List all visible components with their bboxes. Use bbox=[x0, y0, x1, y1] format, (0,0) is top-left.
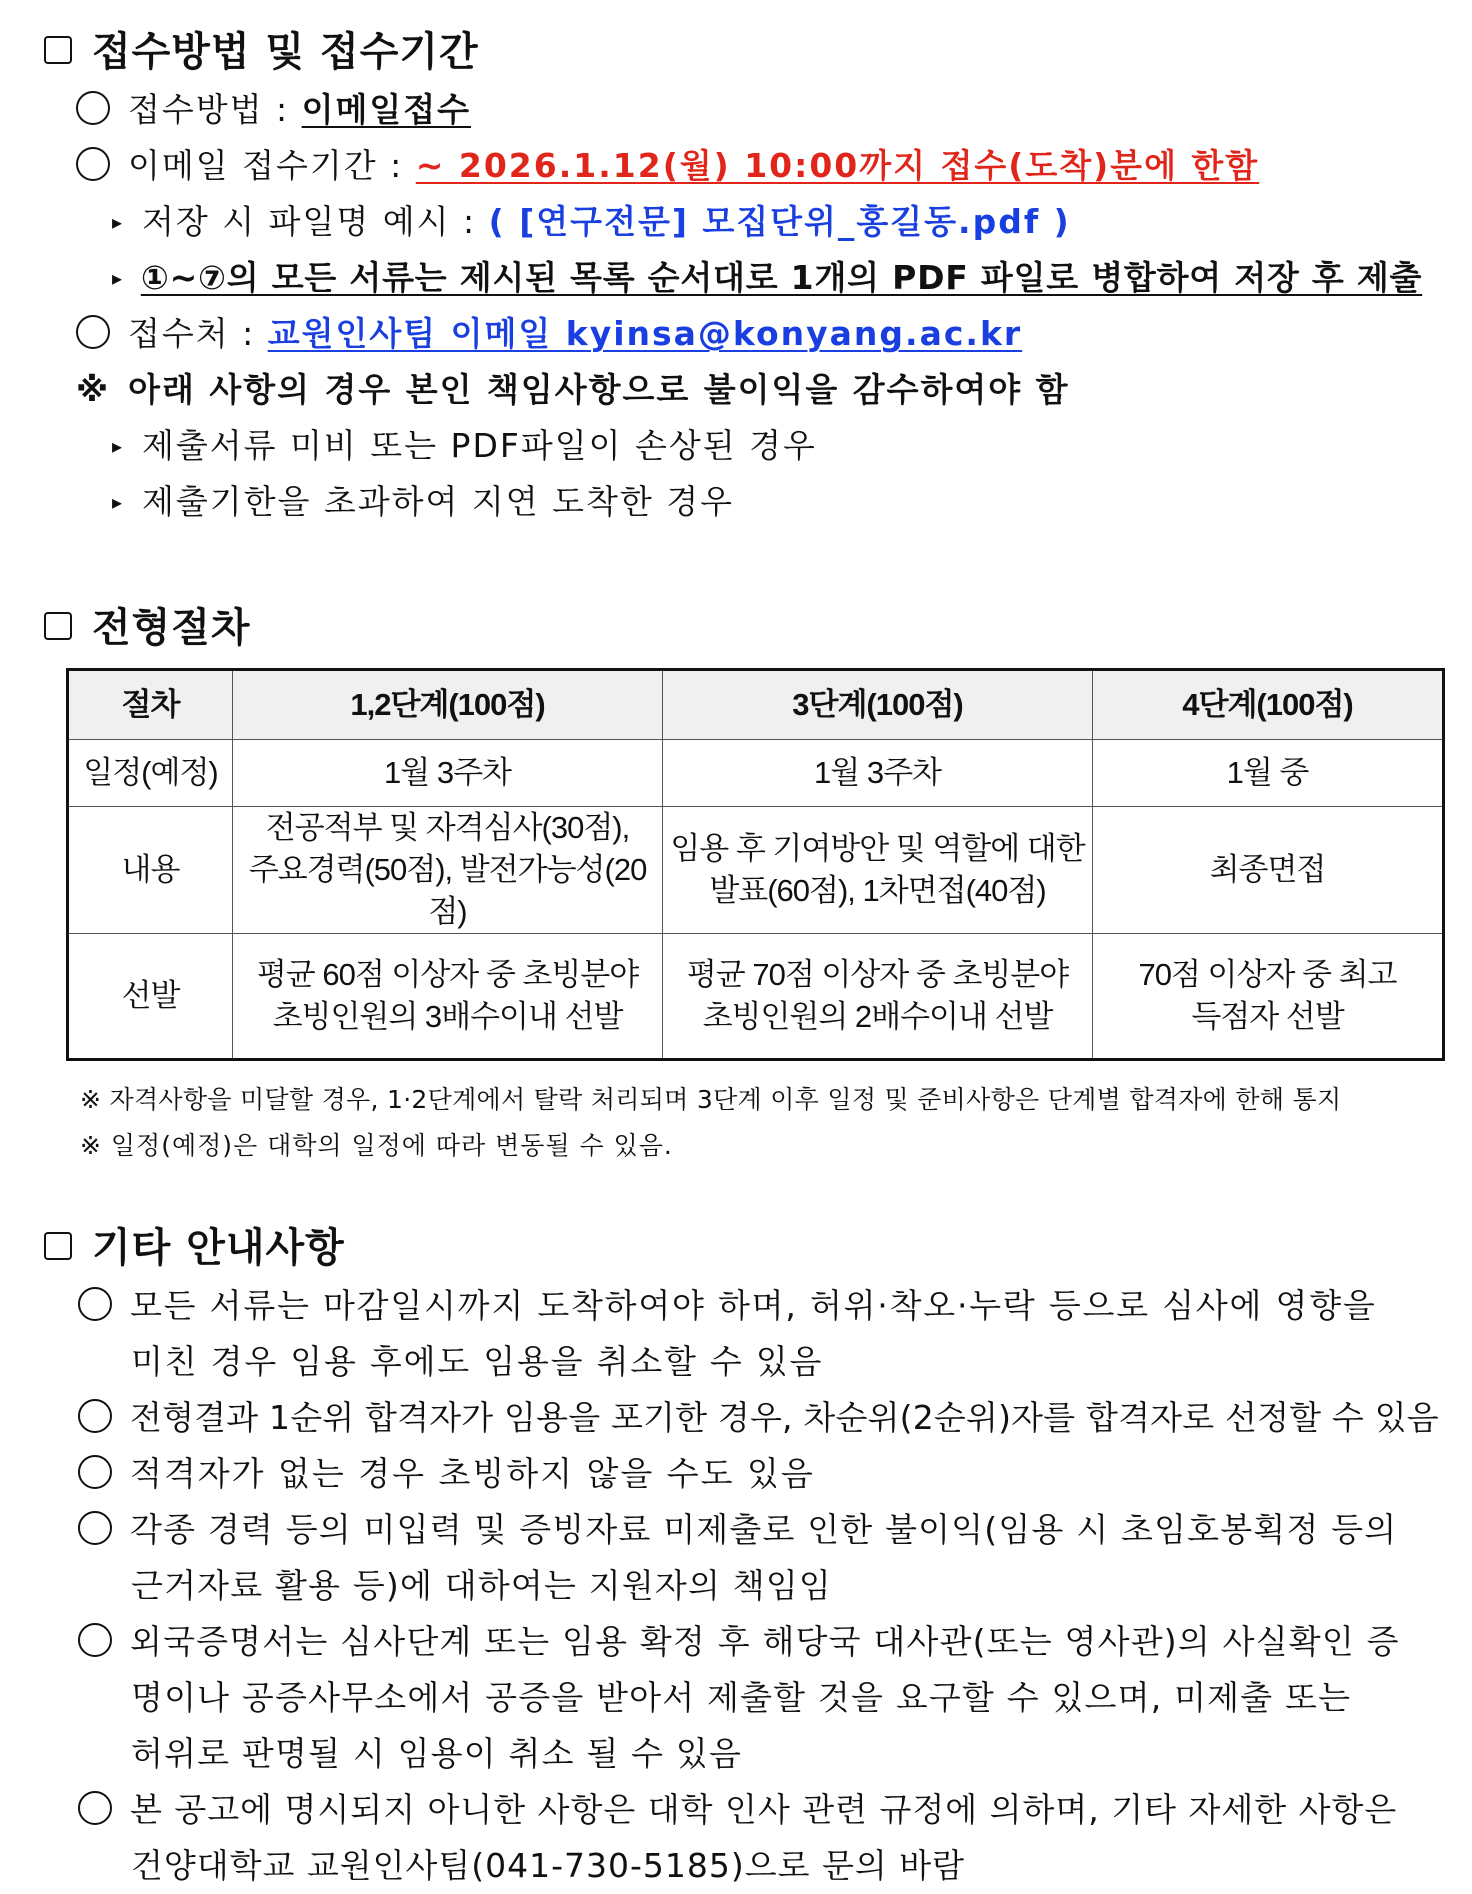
method-line bbox=[76, 84, 471, 131]
table-cell bbox=[1093, 933, 1444, 1059]
recipient-label: 접수처 : bbox=[128, 314, 256, 353]
notice-line: 각종 경력 등의 미입력 및 증빙자료 미제출로 인한 불이익(임용 시 초임호봉획정 등의 bbox=[130, 1510, 1398, 1549]
warning-text: 아래 사항의 경우 본인 책임사항으로 불이익을 감수하여야 함 bbox=[128, 370, 1070, 409]
table-row bbox=[68, 933, 1444, 1059]
table-header: 3단계(100점) bbox=[663, 670, 1093, 740]
cell-line: 평균 70점 이상자 중 초빙분야 bbox=[686, 956, 1069, 992]
merge-note: ①~⑦의 모든 서류는 제시된 목록 순서대로 1개의 PDF 파일로 병합하여 저장 후 제출 bbox=[140, 258, 1423, 297]
triangle-bullet-icon: ▸ bbox=[112, 434, 125, 458]
cell-line: 70점 이상자 중 최고 bbox=[1138, 956, 1397, 992]
notice-line: 전형결과 1순위 합격자가 임용을 포기한 경우, 차순위(2순위)자를 합격자로 선정할 수 있음 bbox=[130, 1398, 1439, 1437]
notice-line: 미친 경우 임용 후에도 임용을 취소할 수 있음 bbox=[131, 1342, 824, 1381]
filename-line bbox=[112, 196, 1071, 243]
period-label: 이메일 접수기간 : bbox=[128, 146, 404, 185]
notice-item bbox=[78, 1782, 1458, 1894]
table-cell bbox=[663, 933, 1093, 1059]
notice-item bbox=[78, 1278, 1458, 1390]
cell-line: 주요경력(50점), 발전가능성(20점) bbox=[248, 851, 647, 929]
section-heading-other bbox=[44, 1216, 345, 1273]
warning-item-text: 제출기한을 초과하여 지연 도착한 경우 bbox=[142, 482, 735, 521]
checkbox-square-icon bbox=[44, 612, 72, 640]
table-header: 1,2단계(100점) bbox=[233, 670, 663, 740]
section-heading-procedure bbox=[44, 596, 251, 653]
table-cell: 1월 3주차 bbox=[663, 740, 1093, 807]
warning-item-text: 제출서류 미비 또는 PDF파일이 손상된 경우 bbox=[142, 426, 817, 465]
filename-label: 저장 시 파일명 예시 : bbox=[142, 202, 477, 241]
cell-line: 임용 후 기여방안 및 역할에 대한 bbox=[670, 830, 1085, 866]
recipient-email-link[interactable]: 교원인사팀 이메일 kyinsa@konyang.ac.kr bbox=[267, 314, 1023, 353]
row-label: 내용 bbox=[68, 807, 233, 934]
cell-line: 전공적부 및 자격심사(30점), bbox=[265, 810, 630, 845]
table-row bbox=[68, 807, 1444, 934]
section-title: 전형절차 bbox=[92, 605, 251, 651]
circle-bullet-icon bbox=[76, 315, 110, 349]
table-header: 4단계(100점) bbox=[1093, 670, 1444, 740]
row-label: 선발 bbox=[68, 933, 233, 1059]
notice-line: 허위로 판명될 시 임용이 취소 될 수 있음 bbox=[131, 1734, 743, 1773]
table-cell bbox=[1093, 807, 1444, 934]
cell-line: 초빙인원의 2배수이내 선발 bbox=[702, 998, 1053, 1034]
cell-line: 평균 60점 이상자 중 초빙분야 bbox=[256, 956, 639, 992]
table-cell: 1월 3주차 bbox=[233, 740, 663, 807]
section-title: 기타 안내사항 bbox=[92, 1225, 345, 1271]
table-cell: 1월 중 bbox=[1093, 740, 1444, 807]
cell-line: 초빙인원의 3배수이내 선발 bbox=[272, 998, 623, 1034]
circle-bullet-icon bbox=[76, 91, 110, 125]
circle-bullet-icon bbox=[78, 1399, 112, 1433]
filename-value: ( [연구전문] 모집단위_홍길동.pdf ) bbox=[488, 202, 1071, 241]
notice-line: 모든 서류는 마감일시까지 도착하여야 하며, 허위·착오·누락 등으로 심사에 영향을 bbox=[130, 1286, 1377, 1325]
circle-bullet-icon bbox=[78, 1623, 112, 1657]
cell-line: 최종면접 bbox=[1209, 851, 1326, 887]
notice-line: 건양대학교 교원인사팀(041-730-5185)으로 문의 바람 bbox=[131, 1846, 966, 1885]
table-header: 절차 bbox=[68, 670, 233, 740]
checkbox-square-icon bbox=[44, 36, 72, 64]
circle-bullet-icon bbox=[78, 1791, 112, 1825]
method-value: 이메일접수 bbox=[301, 90, 472, 129]
notice-item bbox=[78, 1502, 1458, 1614]
triangle-bullet-icon: ▸ bbox=[112, 490, 125, 514]
cell-line: 득점자 선발 bbox=[1191, 998, 1344, 1034]
notice-line: 명이나 공증사무소에서 공증을 받아서 제출할 것을 요구할 수 있으며, 미제출 또는 bbox=[131, 1678, 1352, 1717]
recipient-line bbox=[76, 308, 1022, 355]
table-cell bbox=[663, 807, 1093, 934]
table-note: ※ 일정(예정)은 대학의 일정에 따라 변동될 수 있음. bbox=[80, 1131, 673, 1160]
circle-bullet-icon bbox=[78, 1511, 112, 1545]
method-label: 접수방법 : bbox=[128, 90, 290, 129]
notice-item bbox=[78, 1614, 1458, 1782]
checkbox-square-icon bbox=[44, 1232, 72, 1260]
table-cell bbox=[233, 807, 663, 934]
cell-line: 발표(60점), 1차면접(40점) bbox=[709, 872, 1046, 908]
period-value: ~ 2026.1.12(월) 10:00까지 접수(도착)분에 한함 bbox=[415, 146, 1260, 185]
table-header-row bbox=[68, 670, 1444, 740]
section-heading-application bbox=[44, 20, 479, 77]
warning-line bbox=[76, 364, 1069, 411]
section-title: 접수방법 및 접수기간 bbox=[92, 29, 479, 75]
procedure-table bbox=[66, 668, 1445, 1061]
notice-line: 본 공고에 명시되지 아니한 사항은 대학 인사 관련 규정에 의하며, 기타 자세한 사항은 bbox=[130, 1790, 1398, 1829]
notice-item bbox=[78, 1446, 1458, 1502]
notice-line: 근거자료 활용 등)에 대하여는 지원자의 책임임 bbox=[131, 1566, 833, 1605]
table-row bbox=[68, 740, 1444, 807]
circle-bullet-icon bbox=[78, 1287, 112, 1321]
circle-bullet-icon bbox=[78, 1455, 112, 1489]
reference-mark: ※ bbox=[76, 370, 111, 409]
table-cell bbox=[233, 933, 663, 1059]
notice-line: 적격자가 없는 경우 초빙하지 않을 수도 있음 bbox=[130, 1454, 815, 1493]
notice-item bbox=[78, 1390, 1458, 1446]
notice-line: 외국증명서는 심사단계 또는 임용 확정 후 해당국 대사관(또는 영사관)의 사실확인 증 bbox=[130, 1622, 1400, 1661]
row-label: 일정(예정) bbox=[68, 740, 233, 807]
circle-bullet-icon bbox=[76, 147, 110, 181]
merge-note-line bbox=[112, 252, 1422, 299]
period-line bbox=[76, 140, 1259, 187]
table-note: ※ 자격사항을 미달할 경우, 1·2단계에서 탈락 처리되며 3단계 이후 일정 및 준비사항은 단계별 합격자에 한해 통지 bbox=[80, 1085, 1342, 1114]
warning-item bbox=[112, 476, 734, 523]
warning-item bbox=[112, 420, 817, 467]
triangle-bullet-icon: ▸ bbox=[112, 210, 125, 234]
triangle-bullet-icon: ▸ bbox=[112, 266, 123, 290]
